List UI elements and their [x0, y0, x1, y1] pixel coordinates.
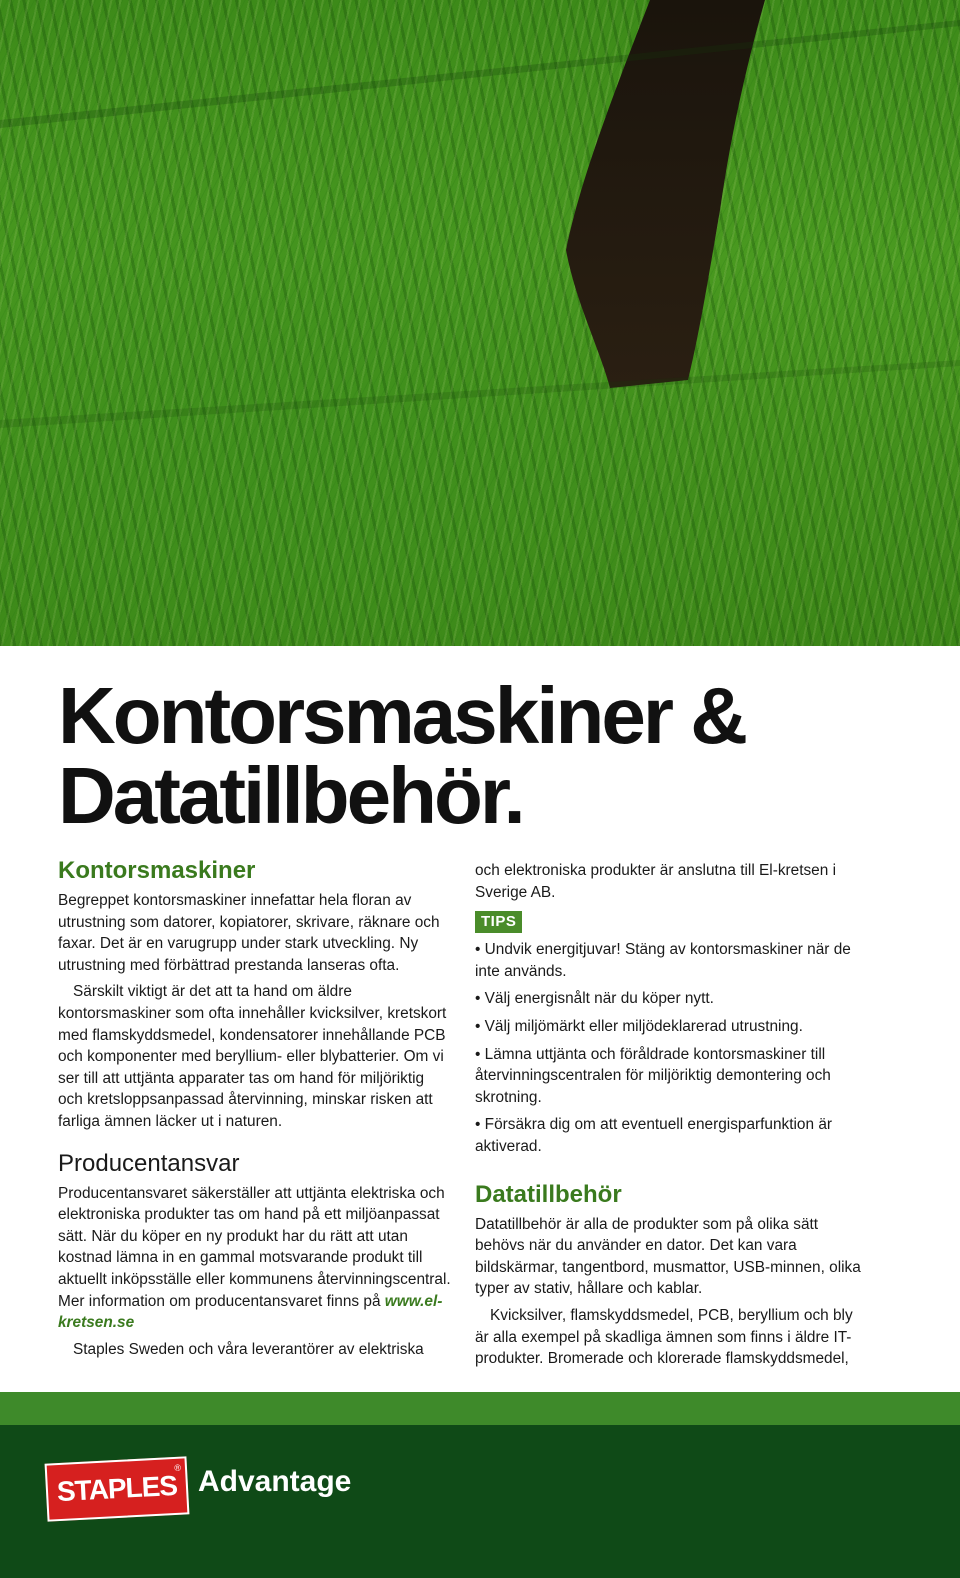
tips-badge: TIPS [475, 911, 522, 933]
tip-item: • Försäkra dig om att eventuell energisparfunktion är aktiverad. [475, 1114, 869, 1157]
paragraph-hazards: Särskilt viktigt är det att ta hand om äldre kontorsmaskiner som ofta innehåller kvicksilver, kretskort med flamskyddsmedel, kondensatorer innehållande PCB och komponenter med beryllium- eller blybatterier. Om vi ser till att uttjänta apparater tas om hand för miljöriktig och kretsloppsanpassad återvinning, minskar risken att farliga ämnen läcker ut i naturen. [58, 983, 447, 1130]
paragraph-harmful-substances: Kvicksilver, flamskyddsmedel, PCB, beryllium och bly är alla exempel på skadliga ämnen som finns i äldre IT-produkter. Bromerade och klorerade flamskyddsmedel, [475, 1306, 853, 1368]
staples-logo-text: STAPLES [56, 1469, 178, 1508]
title-line-1: Kontorsmaskiner & [58, 671, 745, 760]
heading-kontorsmaskiner: Kontorsmaskiner [58, 857, 256, 884]
paragraph-suppliers: Staples Sweden och våra leverantörer av elektriska [73, 1340, 424, 1358]
staples-logo [45, 1456, 190, 1521]
tips-list [475, 939, 869, 1157]
tip-item: • Välj miljömärkt eller miljödeklarerad utrustning. [475, 1016, 869, 1038]
advantage-tagline: Advantage [198, 1465, 352, 1498]
heading-producentansvar: Producentansvar [58, 1149, 240, 1177]
producentansvar-text: Producentansvaret säkerställer att uttjänta elektriska och elektroniska produkter tas om hand på ett miljöanpassat sätt. När du köper en ny produkt har du rätt att utan kostnad lämna in en gammal motsvarande produkt till aktuellt inköpsställe eller kommunens återvinningscentral. Mer information om producentansvaret finns på [58, 1184, 451, 1310]
el-kretsen-link[interactable]: www.el-kretsen.se [58, 1292, 443, 1332]
left-column [58, 856, 452, 1360]
tip-item: • Undvik energitjuvar! Stäng av kontorsmaskiner när de inte används. [475, 939, 869, 982]
hero-grass-photo [0, 0, 960, 646]
paragraph-continuation: och elektroniska produkter är anslutna till El-kretsen i Sverige AB. [475, 862, 836, 901]
soil-furrow [0, 0, 960, 646]
tip-item: • Lämna uttjänta och föråldrade kontorsmaskiner till återvinningscentralen för miljöriktig demontering och skrotning. [475, 1044, 869, 1109]
title-line-2: Datatillbehör. [58, 751, 523, 840]
footer-band-light [0, 1392, 960, 1425]
heading-datatillbehor: Datatillbehör [475, 1180, 622, 1208]
paragraph-intro: Begreppet kontorsmaskiner innefattar hela floran av utrustning som datorer, kopiatorer, skrivare, räknare och faxar. Det är en varugrupp under stark utveckling. Ny utrustning med förbättrad prestanda lanseras ofta. [58, 892, 440, 974]
paragraph-producentansvar [58, 1183, 452, 1334]
tip-item: • Välj energisnålt när du köper nytt. [475, 988, 869, 1010]
page-title [58, 671, 745, 840]
paragraph-datatillbehor: Datatillbehör är alla de produkter som på olika sätt behövs när du använder en dator. Det kan vara bildskärmar, tangentbord, musmattor, USB-minnen, olika typer av stativ, hållare och kablar. [475, 1215, 861, 1298]
registered-mark: ® [174, 1462, 182, 1473]
right-column [475, 860, 869, 1370]
